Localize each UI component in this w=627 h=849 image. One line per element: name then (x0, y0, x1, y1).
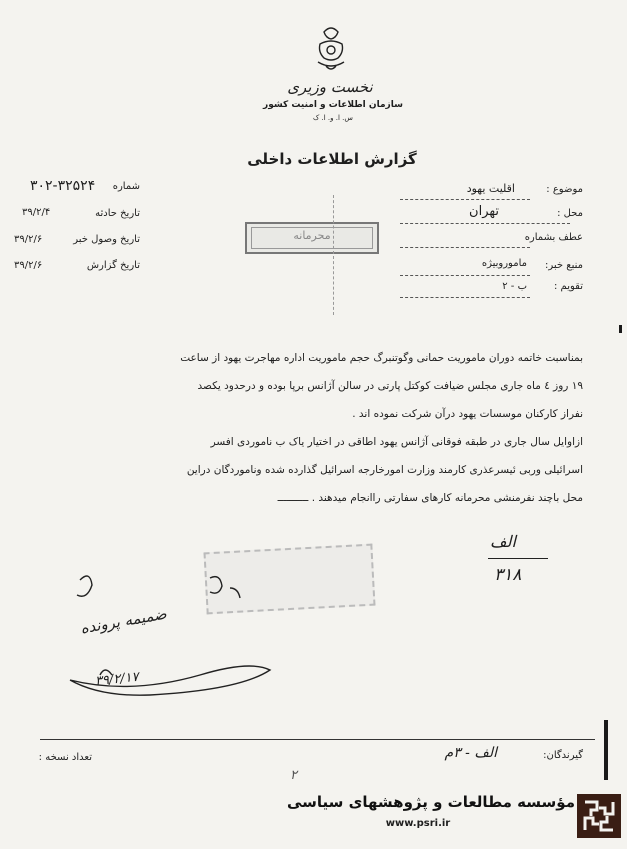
field-source-label: منبع خبر: (545, 260, 583, 271)
recipients-value: الف - ۳م (444, 745, 497, 761)
body-line-6: محل باچند نفرمنشی محرمانه کارهای سفارتی راانجام میدهند . ــــــــــ (277, 492, 583, 504)
field-location-value: تهران (469, 204, 499, 219)
meta-received-date-label: تاریخ وصول خبر (73, 234, 140, 245)
page-number: ۲ (290, 768, 297, 783)
handwritten-code-number: ۳۱۸ (494, 565, 522, 585)
organization-name: سازمان اطلاعات و امنیت کشور (263, 100, 403, 110)
confidential-stamp (245, 222, 379, 254)
institute-logo-icon (577, 794, 621, 838)
meta-event-date-value: ۳۹/۲/۴ (22, 207, 51, 218)
institute-name: مؤسسه مطالعات و پژوهشهای سیاسی (286, 793, 575, 811)
body-line-5: اسرائیلی وربی ئیسرعذری کارمند وزارت امورخارجه اسرائیل گذارده شده وناموردگان دراین (186, 464, 583, 476)
field-calendar-value: ب - ۲ (502, 281, 527, 292)
field-subject-label: موضوع : (546, 184, 583, 195)
field-location-label: محل : (557, 208, 583, 219)
body-line-4: ازاوایل سال جاری در طبقه فوقانی آژانس یهود اطاقی در اختیار یاک ب ناموردی افسر (210, 436, 583, 448)
copies-label: تعداد نسخه : (38, 752, 92, 763)
field-reference-label: عطف بشماره (524, 232, 583, 243)
meta-report-date-value: ۳۹/۲/۶ (14, 260, 43, 271)
document-title: گزارش اطلاعات داخلی (247, 150, 417, 168)
meta-event-date-label: تاریخ حادثه (95, 208, 140, 219)
meta-received-date-value: ۳۹/۲/۶ (14, 234, 43, 245)
field-calendar-label: تقویم : (554, 281, 583, 292)
institute-url: www.psri.ir (385, 818, 451, 829)
meta-number-label: شماره (112, 181, 140, 192)
handwritten-signature-date: ۳۹/۲/۱۷ (94, 669, 140, 690)
handwritten-signature-icon (60, 560, 280, 700)
body-line-1: بمناسبت خاتمه دوران ماموریت حمانی وگوتنبرگ حجم ماموریت اداره مهاجرت یهود از ساعت (180, 352, 583, 364)
ministry-name: نخست وزیری (287, 78, 373, 96)
field-source-value: ماموروبیژه (481, 258, 527, 269)
body-line-2: ۱۹ روز ٤ ماه جاری مجلس ضیافت کوکتل پارتی در سالن آژانس برپا بوده و درحدود یکصد (197, 380, 583, 392)
meta-report-date-label: تاریخ گزارش (86, 260, 140, 271)
body-line-3: نفراز کارکنان موسسات یهود درآن شرکت نموده اند . (352, 408, 583, 420)
field-subject-value: اقلیت یهود (466, 182, 515, 195)
meta-number-value: ۳۰۲-۳۲۵۲۴ (30, 178, 96, 194)
handwritten-code-letter: الف (490, 532, 516, 551)
handwritten-note: ضمیمه پرونده (79, 604, 168, 638)
organization-sub-note: س. ا. و. ا. ک (313, 114, 353, 122)
confidential-stamp-text: محرمانه (293, 229, 331, 242)
recipients-label: گیرندگان: (543, 750, 583, 761)
